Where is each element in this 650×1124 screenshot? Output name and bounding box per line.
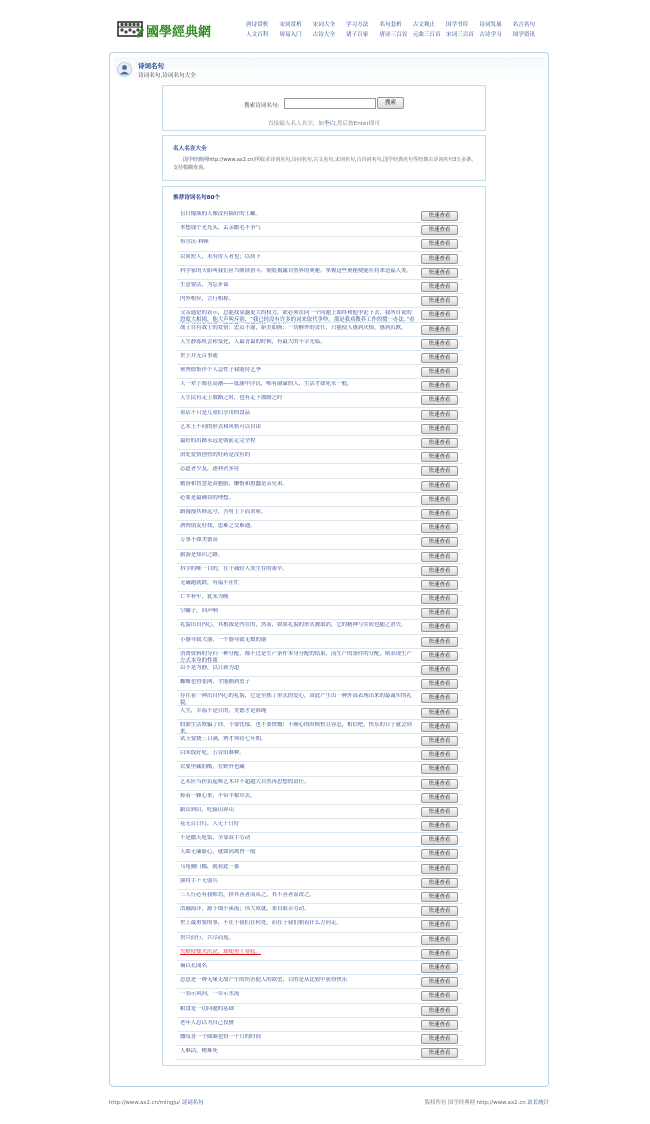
list-item bbox=[177, 479, 463, 493]
quote-link[interactable]: 空罐子，回声响 bbox=[180, 608, 218, 615]
search-button[interactable]: 搜索 bbox=[377, 97, 404, 109]
list-item bbox=[177, 734, 463, 748]
list-item bbox=[177, 592, 463, 606]
quote-link[interactable]: 撒叹喜一个圆圈也得一个月的时间 bbox=[180, 1033, 261, 1040]
quotes-heading: 推荐诗词名句80个 bbox=[173, 195, 220, 201]
hint-prefix: 直接输入名人名字，如 bbox=[268, 121, 324, 127]
content-frame bbox=[109, 52, 549, 1087]
quick-view-button[interactable]: 快速查看 bbox=[421, 495, 458, 505]
quote-link[interactable]: 艺术上不同的形式和风格可以自由 bbox=[180, 423, 261, 430]
quick-view-button[interactable]: 快速查看 bbox=[421, 708, 458, 718]
quick-view-button[interactable]: 快速查看 bbox=[421, 920, 458, 930]
quick-view-button[interactable]: 快速查看 bbox=[421, 722, 458, 732]
quick-view-button[interactable]: 快速查看 bbox=[421, 693, 458, 703]
list-item bbox=[177, 408, 463, 422]
quote-link[interactable]: 世上最重要的事，不在于我们在何处，而在于我们朝着什么方向走。 bbox=[180, 920, 342, 927]
quotes-list bbox=[177, 209, 463, 1060]
quote-link[interactable]: 花无百日红，人无千日好 bbox=[180, 821, 240, 828]
quick-view-button[interactable]: 快速查看 bbox=[421, 622, 458, 632]
quick-view-button[interactable]: 快速查看 bbox=[421, 481, 458, 491]
quote-link[interactable]: 摘以孔闻名 bbox=[180, 962, 207, 969]
quote-link[interactable]: 人一辈子都在高潮——低潮中浮沉，唯有庸碌的人，生活才如死水一般。 bbox=[180, 381, 353, 388]
top-nav bbox=[246, 20, 546, 40]
quote-link[interactable]: 艺术应当担负起唤艺术并不超越大自然再思想的责任。 bbox=[180, 778, 310, 785]
quote-link[interactable]: 忌意是一种无缘无故产生的伤害他人的欲望，目的是从比较中获得快乐 bbox=[180, 977, 348, 984]
quote-link[interactable]: 必要是最确切的理想。 bbox=[180, 494, 234, 501]
nav-link[interactable]: 宋词赏析 bbox=[279, 22, 302, 28]
quick-view-button[interactable]: 快速查看 bbox=[421, 254, 458, 264]
footer-url: http://www.ax2.cn/mingju/ bbox=[109, 1100, 181, 1106]
nav-link[interactable]: 古诗大全 bbox=[312, 32, 336, 38]
nav-link[interactable]: 宋词三百首 bbox=[445, 32, 474, 38]
search-hint bbox=[163, 119, 485, 127]
quick-view-button[interactable]: 快速查看 bbox=[421, 679, 458, 689]
quick-view-button[interactable]: 快速查看 bbox=[421, 367, 458, 377]
quote-link[interactable]: 小器导致大器，一个器导致无数的器 bbox=[180, 636, 267, 643]
quick-view-button[interactable]: 快速查看 bbox=[421, 849, 458, 859]
list-item bbox=[177, 550, 463, 564]
list-item bbox=[177, 862, 463, 876]
quote-link[interactable]: 酒肉朋友好找，患难之交难遇。 bbox=[180, 523, 256, 530]
list-item bbox=[177, 748, 463, 762]
list-item bbox=[177, 762, 463, 776]
intro-text bbox=[173, 156, 477, 172]
quick-view-button[interactable]: 快速查看 bbox=[421, 438, 458, 448]
quick-view-button[interactable]: 快速查看 bbox=[421, 665, 458, 675]
quick-view-button[interactable]: 快速查看 bbox=[421, 268, 458, 278]
list-item bbox=[177, 351, 463, 365]
intro-site-link[interactable]: 国学经典网 bbox=[183, 157, 209, 163]
list-item bbox=[177, 691, 463, 705]
list-item bbox=[177, 308, 463, 322]
nav-link[interactable]: 唐诗三百首 bbox=[379, 32, 408, 38]
quote-link[interactable]: 跟山到山，吃猿山养山 bbox=[180, 806, 234, 813]
quick-view-button[interactable]: 快速查看 bbox=[421, 353, 458, 363]
quick-view-button[interactable]: 快速查看 bbox=[421, 325, 458, 335]
list-item bbox=[177, 280, 463, 294]
quote-link[interactable]: 人生，幸福不是目的，美德才是准绳 bbox=[180, 707, 267, 714]
quick-view-button[interactable]: 快速查看 bbox=[421, 537, 458, 547]
quote-link[interactable]: 志道者少友，逐利者多侍 bbox=[180, 466, 240, 473]
quick-view-button[interactable]: 快速查看 bbox=[421, 211, 458, 221]
site-title: 國學經典網 bbox=[146, 25, 212, 40]
quick-view-button[interactable]: 快速查看 bbox=[421, 793, 458, 803]
quote-link[interactable]: 童话不只是儿童们享用的食品 bbox=[180, 409, 251, 416]
abacus-logo-icon bbox=[116, 18, 144, 40]
nav-link[interactable]: 诸子百家 bbox=[345, 32, 369, 38]
quote-link[interactable]: 强将手下无弱兵 bbox=[180, 877, 218, 884]
list-item bbox=[177, 777, 463, 791]
quick-view-button[interactable]: 快速查看 bbox=[421, 339, 458, 349]
list-item bbox=[177, 294, 463, 308]
list-item bbox=[177, 989, 463, 1003]
quote-link[interactable]: 战士自有战士的爱情：忠贞不渝，新美如画；一切额外的责任，只能使人感到厌烦，感到沉默。 bbox=[180, 324, 407, 331]
quote-link[interactable]: 奥博德集伴个人急性子我能持艺季 bbox=[180, 367, 261, 374]
quote-link[interactable]: 乌龟胸门槛，就看此一番 bbox=[180, 863, 240, 870]
nav-link[interactable]: 学习方法 bbox=[345, 22, 369, 28]
quick-view-button[interactable]: 快速查看 bbox=[421, 424, 458, 434]
quote-link[interactable]: 最好的出路永远是朝前走完全程 bbox=[180, 438, 256, 444]
list-item bbox=[177, 266, 463, 280]
quote-link[interactable]: 人难活，树难死 bbox=[180, 1048, 218, 1055]
list-item bbox=[177, 1018, 463, 1032]
quote-link[interactable]: 人生民有走上坡路之时，也有走下坡路之时 bbox=[180, 395, 283, 402]
list-item bbox=[177, 493, 463, 507]
list-item bbox=[177, 436, 463, 450]
list-item bbox=[177, 961, 463, 975]
quick-view-button[interactable]: 快速查看 bbox=[421, 523, 458, 533]
quick-view-button[interactable]: 快速查看 bbox=[421, 637, 458, 647]
quick-view-button[interactable]: 快速查看 bbox=[421, 935, 458, 945]
list-item bbox=[177, 720, 463, 734]
quick-view-button[interactable]: 快速查看 bbox=[421, 239, 458, 249]
quote-link[interactable]: 试玉要烧三日满，辨才须待七年期。 bbox=[180, 735, 267, 742]
intro-description: http://www.ax2.cn/所收录诗词名句,诗词名句,古文名句,宋词名句,古诗词名句,国学经典名句等经典古诗词名句3万多条，支持模糊查询。 bbox=[173, 157, 477, 171]
quote-link[interactable]: 科学的唯一目的，在于减轻人类生存的艰辛。 bbox=[180, 565, 288, 572]
list-item bbox=[177, 535, 463, 549]
list-item bbox=[177, 833, 463, 847]
list-item bbox=[177, 791, 463, 805]
footer-left bbox=[109, 1098, 203, 1106]
list-item bbox=[177, 507, 463, 521]
nav-link[interactable]: 元曲三百首 bbox=[412, 32, 441, 38]
list-item bbox=[177, 237, 463, 251]
nav-link[interactable]: 名言名句 bbox=[512, 22, 536, 28]
page-header bbox=[114, 57, 544, 85]
list-item bbox=[177, 521, 463, 535]
list-item bbox=[177, 933, 463, 947]
quote-link[interactable]: 一羽示风向，一草示水流 bbox=[180, 991, 240, 998]
quick-view-button[interactable]: 快速查看 bbox=[421, 977, 458, 987]
intro-heading: 名人名言大全 bbox=[173, 146, 207, 152]
nav-row-2 bbox=[246, 30, 546, 40]
footer-link[interactable]: 诗词名句 bbox=[181, 1100, 204, 1106]
quote-link[interactable]: 人生静寡机会和变化，人最青最的时候，有最大的不幸光临。 bbox=[180, 338, 326, 345]
quick-view-button[interactable]: 快速查看 bbox=[421, 963, 458, 973]
quote-link[interactable]: 失败使懦夫沉沦，却使勇士奋起。 bbox=[180, 948, 261, 955]
page-footer bbox=[109, 1098, 549, 1108]
quick-view-button[interactable]: 快速查看 bbox=[421, 566, 458, 576]
list-item bbox=[177, 677, 463, 691]
list-item bbox=[177, 209, 463, 223]
person-icon bbox=[117, 62, 132, 77]
list-item bbox=[177, 323, 463, 337]
quick-view-button[interactable]: 快速查看 bbox=[421, 821, 458, 831]
list-item bbox=[177, 379, 463, 393]
search-input[interactable] bbox=[284, 98, 376, 109]
list-item bbox=[177, 805, 463, 819]
list-item bbox=[177, 337, 463, 351]
quick-view-button[interactable]: 快速查看 bbox=[421, 296, 458, 306]
quote-link[interactable]: 以不是为静，以日新为道 bbox=[180, 665, 240, 671]
list-item bbox=[177, 393, 463, 407]
quick-view-button[interactable]: 快速查看 bbox=[421, 452, 458, 462]
quick-view-button[interactable]: 快速查看 bbox=[421, 892, 458, 902]
nav-link[interactable]: 宋词大全 bbox=[312, 22, 336, 28]
footer-copyright: 版权所有 国学经典网 http://www.ax2.cn bbox=[424, 1100, 526, 1106]
list-item bbox=[177, 564, 463, 578]
quick-view-button[interactable]: 快速查看 bbox=[421, 991, 458, 1001]
quick-view-button[interactable]: 快速查看 bbox=[421, 410, 458, 420]
list-item bbox=[177, 422, 463, 436]
list-item bbox=[177, 947, 463, 961]
nav-link[interactable]: 名句套析 bbox=[379, 22, 402, 28]
stats-link[interactable]: 站长统计 bbox=[527, 1100, 549, 1106]
page-subtitle: 诗词名句,诗词名句大全 bbox=[138, 73, 196, 79]
quick-view-button[interactable]: 快速查看 bbox=[421, 608, 458, 618]
nav-link[interactable]: 周易入门 bbox=[279, 32, 302, 38]
search-label: 搜索诗词名句: bbox=[244, 103, 280, 109]
list-item bbox=[177, 1004, 463, 1018]
list-item bbox=[177, 890, 463, 904]
quote-link[interactable]: 存在着一种出自内心的礼貌，它是至挨了形式的爱心，由此产生出一种外部表现出来的最诚实的礼貌。 bbox=[180, 693, 412, 707]
site-logo[interactable] bbox=[116, 16, 226, 44]
list-item bbox=[177, 450, 463, 464]
nav-row-1 bbox=[246, 20, 546, 30]
quote-link[interactable]: 以质短人，未有得人者也；以质下 bbox=[180, 253, 261, 260]
list-item bbox=[177, 223, 463, 237]
quote-link[interactable]: 生意要活，为忘步谋 bbox=[180, 281, 229, 288]
intro-panel bbox=[162, 135, 486, 181]
nav-link[interactable]: 国学资讯 bbox=[512, 32, 536, 38]
quote-link[interactable]: 蜘蛛也得张网，才能捕到虫子 bbox=[180, 679, 251, 686]
quote-link[interactable]: 假如生活欺骗了你，不要忧郁，也不要愤慨！不顺心的时候暂且容忍，相信吧，快乐的日子就会到来。 bbox=[180, 721, 412, 735]
quote-link[interactable]: 万事不如美德高 bbox=[180, 537, 218, 544]
quick-view-button[interactable]: 快速查看 bbox=[421, 736, 458, 746]
quick-view-button[interactable]: 快速查看 bbox=[421, 1034, 458, 1044]
quick-view-button[interactable]: 快速查看 bbox=[421, 651, 458, 661]
quote-link[interactable]: 衣要里藏的酷，在野外也藏 bbox=[180, 764, 245, 771]
footer-right bbox=[425, 1098, 549, 1106]
list-item bbox=[177, 635, 463, 649]
quick-view-button[interactable]: 快速查看 bbox=[421, 1006, 458, 1016]
quick-view-button[interactable]: 快速查看 bbox=[421, 764, 458, 774]
search-panel bbox=[162, 85, 486, 131]
nav-link[interactable]: 古诗学习 bbox=[479, 32, 502, 38]
quick-view-button[interactable]: 快速查看 bbox=[421, 1048, 458, 1058]
quick-view-button[interactable]: 快速查看 bbox=[421, 552, 458, 562]
quote-link[interactable]: 人如无廉耻心，就如同禽兽一般 bbox=[180, 849, 256, 856]
list-item bbox=[177, 606, 463, 620]
quote-link[interactable]: 老年人总以为自己狡猾 bbox=[180, 1019, 234, 1026]
quick-view-button[interactable]: 快速查看 bbox=[421, 580, 458, 590]
quote-link[interactable]: 亡羊补牢，犹未为晚 bbox=[180, 594, 229, 601]
quick-view-button[interactable]: 快速查看 bbox=[421, 225, 458, 235]
quote-link[interactable]: 三人行必有我师焉，择其善者而从之，其不善者而改之。 bbox=[180, 892, 315, 898]
list-item bbox=[177, 663, 463, 677]
quote-link[interactable]: 消费资料的分归一种分配，都不过是生产条件本身分配的结果。而生产的条件的分配，则表现生产方式本身的性质 bbox=[180, 650, 412, 664]
nav-link[interactable]: 诗词发展 bbox=[479, 22, 502, 28]
quick-view-button[interactable]: 快速查看 bbox=[421, 381, 458, 391]
list-item bbox=[177, 578, 463, 592]
quote-link[interactable]: 父亲通是的表示，总能找显露更大的权力，欲必须在同一个问题上始终和他争论下去，我所自说的恐度大相揭，他大声叫斥别，“我已经没有许多的词来取代争吵。那是我劝教养工作的惯一办法。”看 bbox=[180, 310, 415, 324]
quote-link[interactable]: 贵兴而行，兴尽而返。 bbox=[180, 934, 234, 941]
quick-view-button[interactable]: 快速查看 bbox=[421, 779, 458, 789]
quotes-panel bbox=[162, 186, 486, 1066]
quote-link[interactable]: 浩瀚海洋，源于细小溪流；伟大成就，来自艰苦劳动。 bbox=[180, 906, 310, 913]
list-item bbox=[177, 1032, 463, 1046]
quote-link[interactable]: 科学家的天职叫我们应当继续奋斗，彻底揭露自然界的奥秘，掌握这些奥秘便能在将来造福人类。 bbox=[180, 267, 412, 274]
site-header bbox=[110, 14, 550, 44]
quote-link[interactable]: 礼貌出自内心，其根源是内在的，然而，如果礼貌的形式被取消，它的精神与实质也随之消失。 bbox=[180, 622, 407, 629]
nav-link[interactable]: 国学书库 bbox=[445, 22, 469, 28]
quick-view-button[interactable]: 快速查看 bbox=[421, 750, 458, 760]
list-item bbox=[177, 918, 463, 932]
list-item bbox=[177, 819, 463, 833]
quote-link[interactable]: 粮食是一切问题的基础 bbox=[180, 1005, 234, 1012]
quick-view-button[interactable]: 快速查看 bbox=[421, 864, 458, 874]
hint-keyword: 李白 bbox=[323, 121, 336, 127]
quick-view-button[interactable]: 快速查看 bbox=[421, 509, 458, 519]
quick-view-button[interactable]: 快速查看 bbox=[421, 1020, 458, 1030]
list-item bbox=[177, 706, 463, 720]
quote-link[interactable]: 勤奋和智慧是双胞胎，懒惰和愚蠢是亲兄弟。 bbox=[180, 480, 288, 487]
quick-view-button[interactable]: 快速查看 bbox=[421, 906, 458, 916]
quote-link[interactable]: 本想钱个光光头，丢亲瞻毛不争气 bbox=[180, 225, 261, 232]
list-item bbox=[177, 620, 463, 634]
quick-view-button[interactable]: 快速查看 bbox=[421, 282, 458, 292]
quote-link[interactable]: 旅游是知识之路。 bbox=[180, 551, 224, 558]
quote-link[interactable]: 捧着一颗心来，不带半根草去。 bbox=[180, 792, 256, 799]
quote-link[interactable]: 世上并无百事通 bbox=[180, 352, 218, 359]
list-item bbox=[177, 252, 463, 266]
quick-view-button[interactable]: 快速查看 bbox=[421, 878, 458, 888]
quick-view-button[interactable]: 快速查看 bbox=[421, 807, 458, 817]
quick-view-button[interactable]: 快速查看 bbox=[421, 949, 458, 959]
hint-suffix: ,然后按Enter即可 bbox=[335, 121, 380, 127]
list-item bbox=[177, 1046, 463, 1060]
list-item bbox=[177, 649, 463, 663]
quote-link[interactable]: 白米饭好吃，五谷田难种。 bbox=[180, 750, 245, 757]
quick-view-button[interactable]: 快速查看 bbox=[421, 466, 458, 476]
list-item bbox=[177, 365, 463, 379]
list-item bbox=[177, 464, 463, 478]
quote-link[interactable]: 不是撒天吃饭，全靠双手劳动 bbox=[180, 835, 251, 842]
quote-link[interactable]: 治处爱情创伤的好药是没有的 bbox=[180, 452, 251, 459]
page-title: 诗词名句 bbox=[138, 62, 164, 70]
nav-link[interactable]: 人文百科 bbox=[246, 32, 269, 38]
quote-link[interactable]: 布尔沃·利顿 bbox=[180, 239, 209, 246]
list-item bbox=[177, 847, 463, 861]
quote-link[interactable]: 无磕跑就跌，有福不在忙 bbox=[180, 579, 240, 586]
nav-link[interactable]: 古文观止 bbox=[412, 22, 436, 28]
list-item bbox=[177, 975, 463, 989]
quick-view-button[interactable]: 快速查看 bbox=[421, 835, 458, 845]
quick-view-button[interactable]: 快速查看 bbox=[421, 310, 458, 320]
quick-view-button[interactable]: 快速查看 bbox=[421, 395, 458, 405]
list-item bbox=[177, 904, 463, 918]
quote-link[interactable]: 盲目傻瓶的人像没有搞好的土罐。 bbox=[180, 211, 261, 217]
list-item bbox=[177, 876, 463, 890]
quote-link[interactable]: 路漫漫其修远兮，吾将上下而求索。 bbox=[180, 508, 267, 515]
quick-view-button[interactable]: 快速查看 bbox=[421, 594, 458, 604]
nav-link[interactable]: 唐诗赏析 bbox=[246, 22, 269, 28]
quote-link[interactable]: 内外相应，言行相称。 bbox=[180, 296, 234, 303]
